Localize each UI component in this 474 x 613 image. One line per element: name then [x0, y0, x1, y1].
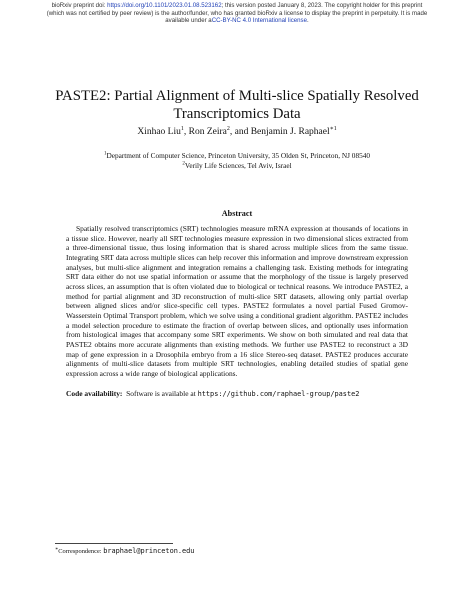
affiliation-line: [40, 151, 434, 161]
preprint-copyright-text: ; this version posted January 8, 2023. The copyright holder for this preprint: [221, 2, 423, 9]
preprint-license-prefix: available under a: [165, 17, 212, 25]
preprint-doi-prefix: bioRxiv preprint doi:: [51, 2, 108, 9]
affiliation-number: 2: [182, 161, 185, 167]
affiliation-line: [40, 161, 434, 171]
code-availability-text: Software is available at: [126, 389, 196, 398]
preprint-line-1: [0, 2, 474, 10]
affiliation-number: 1: [103, 151, 107, 157]
author-name: Benjamin J. Raphael: [250, 127, 330, 137]
author-affiliation-mark: 1: [180, 125, 184, 132]
code-availability: [66, 389, 416, 398]
correspondence-email[interactable]: braphael@princeton.edu: [103, 547, 195, 555]
abstract-heading: Abstract: [221, 209, 253, 218]
author-name: Xinhao Liu: [137, 127, 181, 137]
code-repository-url[interactable]: https://github.com/raphael-group/paste2: [197, 390, 360, 398]
abstract-body: Spatially resolved transcriptomics (SRT) technologies measure mRNA expression at thousands of locations in a tissue slice. However, nearly all SRT technologies measure expression in two dimensional slices extracted from a three-dimensional tissue, thus losing information that is shared across multiple slices from the same tissue. Integrating SRT data across multiple slices can help recover this information and improve downstream expression analyses, but multi-slice alignment and integration remains a challenging task. Existing methods for integrating SRT data either do not use spatial information or assume that the morphology of the tissue is largely preserved across slices, an assumption that is often violated due to biological or technical reasons. We introduce PASTE2, a method for partial alignment and 3D reconstruction of multi-slice SRT datasets, allowing only partial overlap between aligned slices and/or slice-specific cell types. PASTE2 formulates a novel partial Fused Gromov-Wasserstein Optimal Transport problem, which we solve using a conditional gradient algorithm. PASTE2 includes a model selection procedure to estimate the fraction of overlap between slices, and optionally uses information from histological images that accompany some SRT experiments. We show on both simulated and real data that PASTE2 obtains more accurate alignments than existing methods. We further use PASTE2 to reconstruct a 3D map of gene expression in a Drosophila embryo from a 16 slice Stereo-seq dataset. PASTE2 produces accurate alignments of multi-slice datasets from multiple SRT technologies, enabling detailed studies of spatial gene expression across a wide range of biological applications.: [66, 224, 408, 378]
affiliations: [40, 151, 434, 170]
author-list: [40, 127, 434, 137]
author-name: Ron Zeira: [188, 127, 227, 137]
footnote-mark: ∗: [55, 546, 59, 552]
preprint-notice: [0, 2, 474, 25]
affiliation-text: Verily Life Sciences, Tel Aviv, Israel: [184, 160, 292, 170]
license-link[interactable]: CC-BY-NC 4.0 International license: [211, 17, 307, 25]
affiliation-text: Department of Computer Science, Princeton University, 35 Olden St, Princeton, NJ 08540: [106, 151, 371, 160]
code-availability-label: Code availability:: [66, 389, 123, 398]
preprint-license-suffix: .: [307, 17, 309, 25]
author-affiliation-mark: 2: [226, 125, 230, 132]
author-affiliation-mark: ∗1: [329, 125, 337, 132]
correspondence-footnote: [55, 547, 194, 555]
footnote-divider: [55, 543, 173, 544]
footnote-label: Correspondence:: [58, 548, 102, 555]
paper-title: PASTE2: Partial Alignment of Multi-slice Spatially Resolved Transcriptomics Data: [55, 88, 419, 122]
preprint-line-2: (which was not certified by peer review) is the author/funder, who has granted bioRxiv a license to display the preprint in perpetuity. It is made: [46, 9, 428, 17]
doi-link[interactable]: https://doi.org/10.1101/2023.01.08.523162: [107, 2, 222, 9]
preprint-line-3: [0, 17, 474, 25]
author-separator: ,: [183, 127, 189, 137]
author-separator: , and: [229, 127, 251, 137]
